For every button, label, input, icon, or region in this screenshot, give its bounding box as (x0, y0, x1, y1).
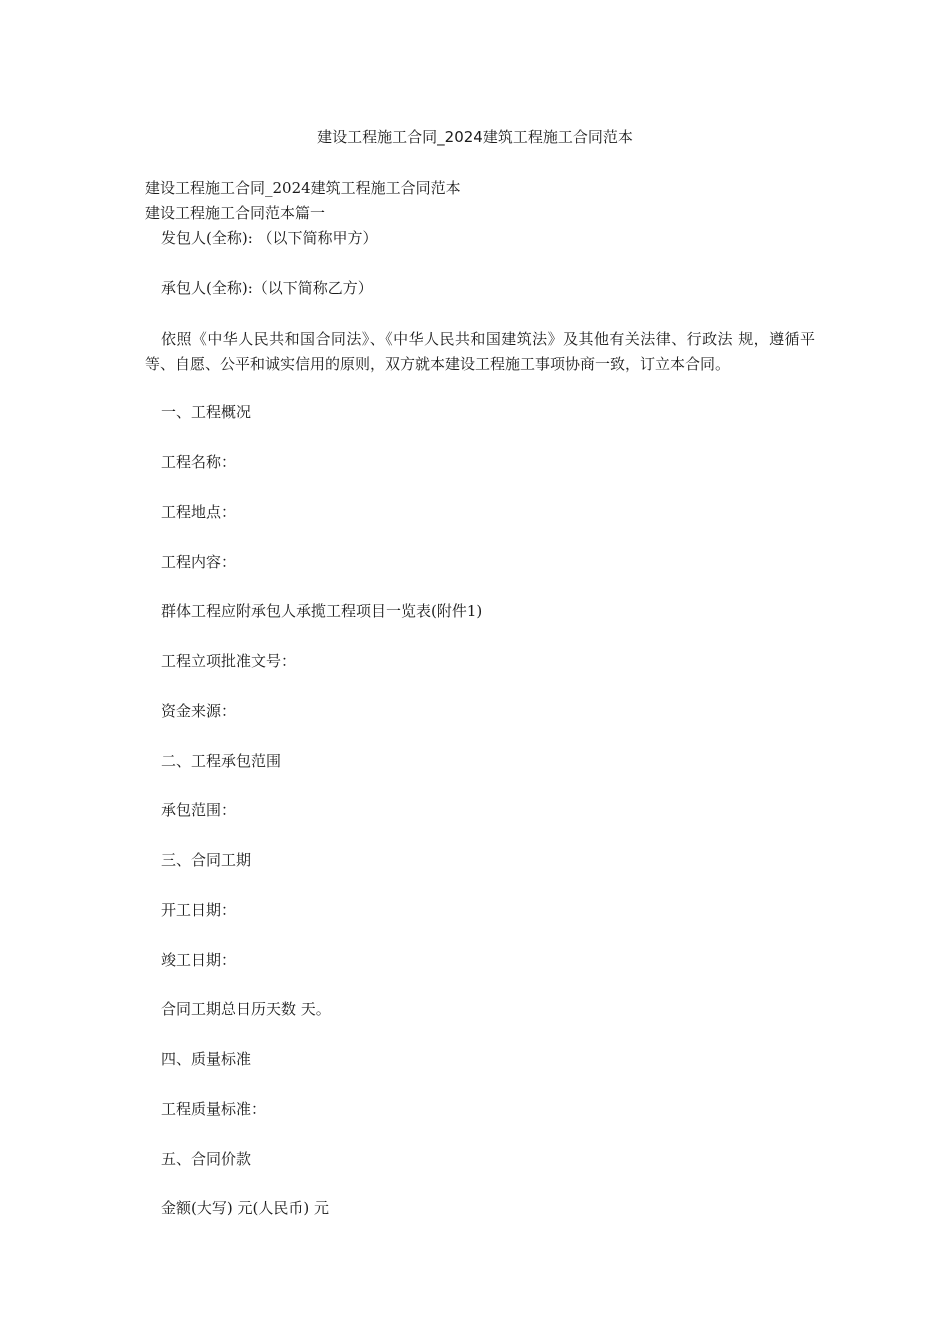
preamble-paragraph: 依照《中华人民共和国合同法》、《中华人民共和国建筑法》及其他有关法律、行政法 规，遵循平等、自愿、公平和诚实信用的原则，双方就本建设工程施工事项协商一致，订立本合同。 (145, 330, 815, 373)
section-heading: 三、合同工期 (161, 851, 252, 869)
employer-line: 发包人(全称): （以下简称甲方） (161, 229, 378, 247)
field-line: 工程地点： (161, 503, 237, 521)
field-line: 工程质量标准： (161, 1100, 267, 1118)
field-line: 资金来源： (161, 702, 237, 720)
section-heading: 四、质量标准 (161, 1050, 252, 1068)
section-heading: 五、合同价款 (161, 1150, 252, 1168)
field-line: 金额(大写) 元(人民币) 元 (161, 1199, 329, 1217)
section-heading: 二、工程承包范围 (161, 752, 282, 770)
field-line: 竣工日期： (161, 951, 237, 969)
field-line: 工程立项批准文号： (161, 652, 297, 670)
field-line: 工程内容： (161, 553, 237, 571)
heading-line-2: 建设工程施工合同范本篇一 (145, 204, 326, 222)
section-heading: 一、工程概况 (161, 403, 252, 421)
field-line: 开工日期： (161, 901, 237, 919)
heading-line-1: 建设工程施工合同_2024建筑工程施工合同范本 (145, 179, 461, 197)
contractor-line: 承包人(全称):（以下简称乙方） (161, 279, 373, 297)
field-line: 工程名称： (161, 453, 237, 471)
field-line: 承包范围： (161, 801, 237, 819)
field-line: 合同工期总日历天数 天。 (161, 1000, 331, 1018)
document-title: 建设工程施工合同_2024建筑工程施工合同范本 (317, 128, 633, 146)
field-line: 群体工程应附承包人承揽工程项目一览表(附件1) (161, 602, 483, 620)
